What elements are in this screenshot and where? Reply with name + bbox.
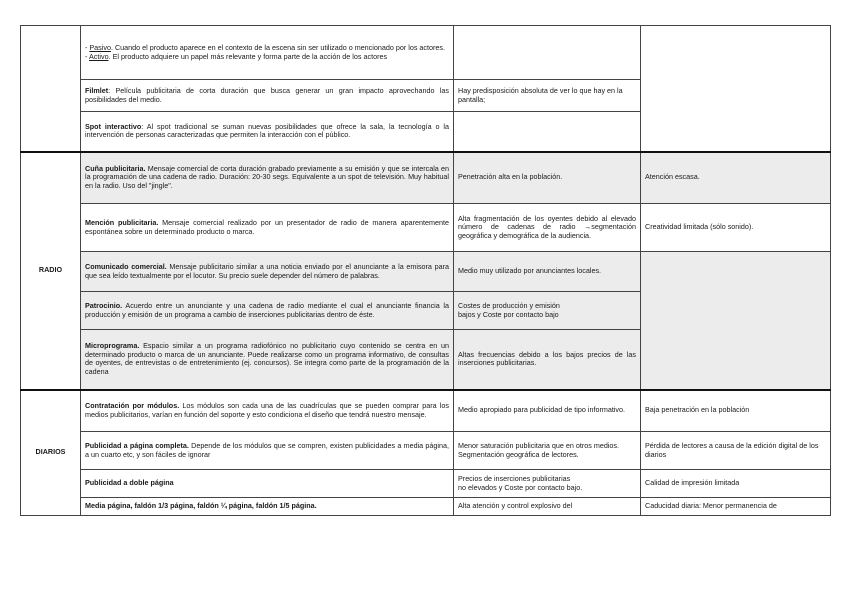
format-description: Publicidad a página completa. Depende de los módulos que se compren, existen publicidades a media página, a un cuarto etc, y son fáciles de ignorar (81, 432, 454, 470)
format-title: Publicidad a doble página (85, 478, 174, 488)
format-description: Filmlet: Película publicitaria de corta duración que busca generar un gran impacto aprovechando las posibilidades del medio. (81, 80, 454, 112)
category-cell-empty (21, 26, 81, 152)
format-description: Patrocinio. Acuerdo entre un anunciante y una cadena de radio mediante el cual el anunciante financia la producción y emisión de un programa a cambio de inserciones publicitarias dentro de éste. (81, 292, 454, 330)
advantages-cell: Hay predisposición absoluta de ver lo que hay en la pantalla; (454, 80, 641, 112)
format-title: Contratación por módulos. (85, 401, 180, 411)
table-row (21, 390, 831, 432)
format-title: Cuña publicitaria. (85, 163, 146, 173)
format-description: Contratación por módulos. Los módulos son cada una de las cuadrículas que se pueden comprar para los medios publicitarios, varían en función del soporte y esto condiciona el diseño que tendrá nuestro mensaje. (81, 390, 454, 432)
advantages-cell: Precios de inserciones publicitarias no elevados y Coste por contacto bajo. (454, 470, 641, 498)
format-title: Filmlet (85, 85, 109, 95)
advantages-cell (454, 26, 641, 80)
disadvantages-cell (641, 252, 831, 390)
format-title: Patrocinio. (85, 300, 123, 310)
advantages-cell: Menor saturación publicitaria que en otros medios. Segmentación geográfica de lectores. (454, 432, 641, 470)
table-row (21, 26, 831, 80)
table-row (21, 498, 831, 516)
format-description (81, 470, 454, 498)
disadvantages-cell: Atención escasa. (641, 152, 831, 204)
table-row (21, 204, 831, 252)
table-row (21, 470, 831, 498)
table-row (21, 152, 831, 204)
advantages-cell: Costes de producción y emisión bajos y Coste por contacto bajo (454, 292, 641, 330)
format-title: Comunicado comercial. (85, 261, 167, 271)
advantages-cell: Alta atención y control explosivo del (454, 498, 641, 516)
format-description: Microprograma. Espacio similar a un programa radiofónico no publicitario cuyo contenido se centra en un determinado producto o marca de un anunciante. Puede realizarse como un programa informativo, de consultas de oyentes, de entrevistas o de entretenimiento (ej. concursos). Se integra como parte de la programación de la cadena (81, 330, 454, 390)
format-description: - Pasivo. Cuando el producto aparece en el contexto de la escena sin ser utilizado o mencionado por los actores. - Activo. El producto adquiere un papel más relevante y forma parte de la acción de los actores (81, 26, 454, 80)
format-description: Mención publicitaria. Mensaje comercial realizado por un presentador de radio de manera aparentemente espontánea sobre un determinado producto o marca. (81, 204, 454, 252)
category-label-diarios: DIARIOS (21, 390, 81, 516)
advertising-formats-table (20, 25, 831, 516)
format-title: Spot interactivo (85, 121, 142, 131)
table-row (21, 432, 831, 470)
format-title: Microprograma. (85, 341, 140, 351)
disadvantages-cell (641, 26, 831, 152)
format-description: Cuña publicitaria. Mensaje comercial de corta duración grabado previamente a su emisión y que se intercala en la programación de una cadena de radio. Duración: 20-30 segs. Equivalente a un spot de televisión. Muy habitual en la radio. Uso del "jingle". (81, 152, 454, 204)
format-description (81, 498, 454, 516)
format-title: Publicidad a página completa. (85, 440, 189, 450)
disadvantages-cell: Baja penetración en la población (641, 390, 831, 432)
format-title: Media página, faldón 1/3 página, faldón ¼ página, faldón 1/5 página. (85, 501, 317, 511)
advantages-cell: Medio muy utilizado por anunciantes locales. (454, 252, 641, 292)
format-description: Comunicado comercial. Mensaje publicitario similar a una noticia enviado por el anunciante a la emisora para que sea leído textualmente por el locutor. Su precio suele depender del número de palabras. (81, 252, 454, 292)
term-pasivo: Pasivo (89, 42, 111, 52)
advantages-cell (454, 112, 641, 152)
format-title: Mención publicitaria. (85, 217, 159, 227)
term-activo: Activo (89, 51, 109, 61)
category-label-radio: RADIO (21, 152, 81, 390)
disadvantages-cell: Pérdida de lectores a causa de la edición digital de los diarios (641, 432, 831, 470)
disadvantages-cell: Creatividad limitada (sólo sonido). (641, 204, 831, 252)
advantages-cell: Penetración alta en la población. (454, 152, 641, 204)
disadvantages-cell: Calidad de impresión limitada (641, 470, 831, 498)
advantages-cell: Medio apropiado para publicidad de tipo informativo. (454, 390, 641, 432)
format-description: Spot interactivo: Al spot tradicional se suman nuevas posibilidades que ofrece la sala, la tecnología o la intervención de personas caracterizadas que permiten la interacción con el público. (81, 112, 454, 152)
advantages-cell: Alta fragmentación de los oyentes debido al elevado número de cadenas de radio →segmentación geográfica y demográfica de la audiencia. (454, 204, 641, 252)
disadvantages-cell: Caducidad diaria: Menor permanencia de (641, 498, 831, 516)
advantages-cell: Altas frecuencias debido a los bajos precios de las inserciones publicitarias. (454, 330, 641, 390)
table-row (21, 252, 831, 292)
